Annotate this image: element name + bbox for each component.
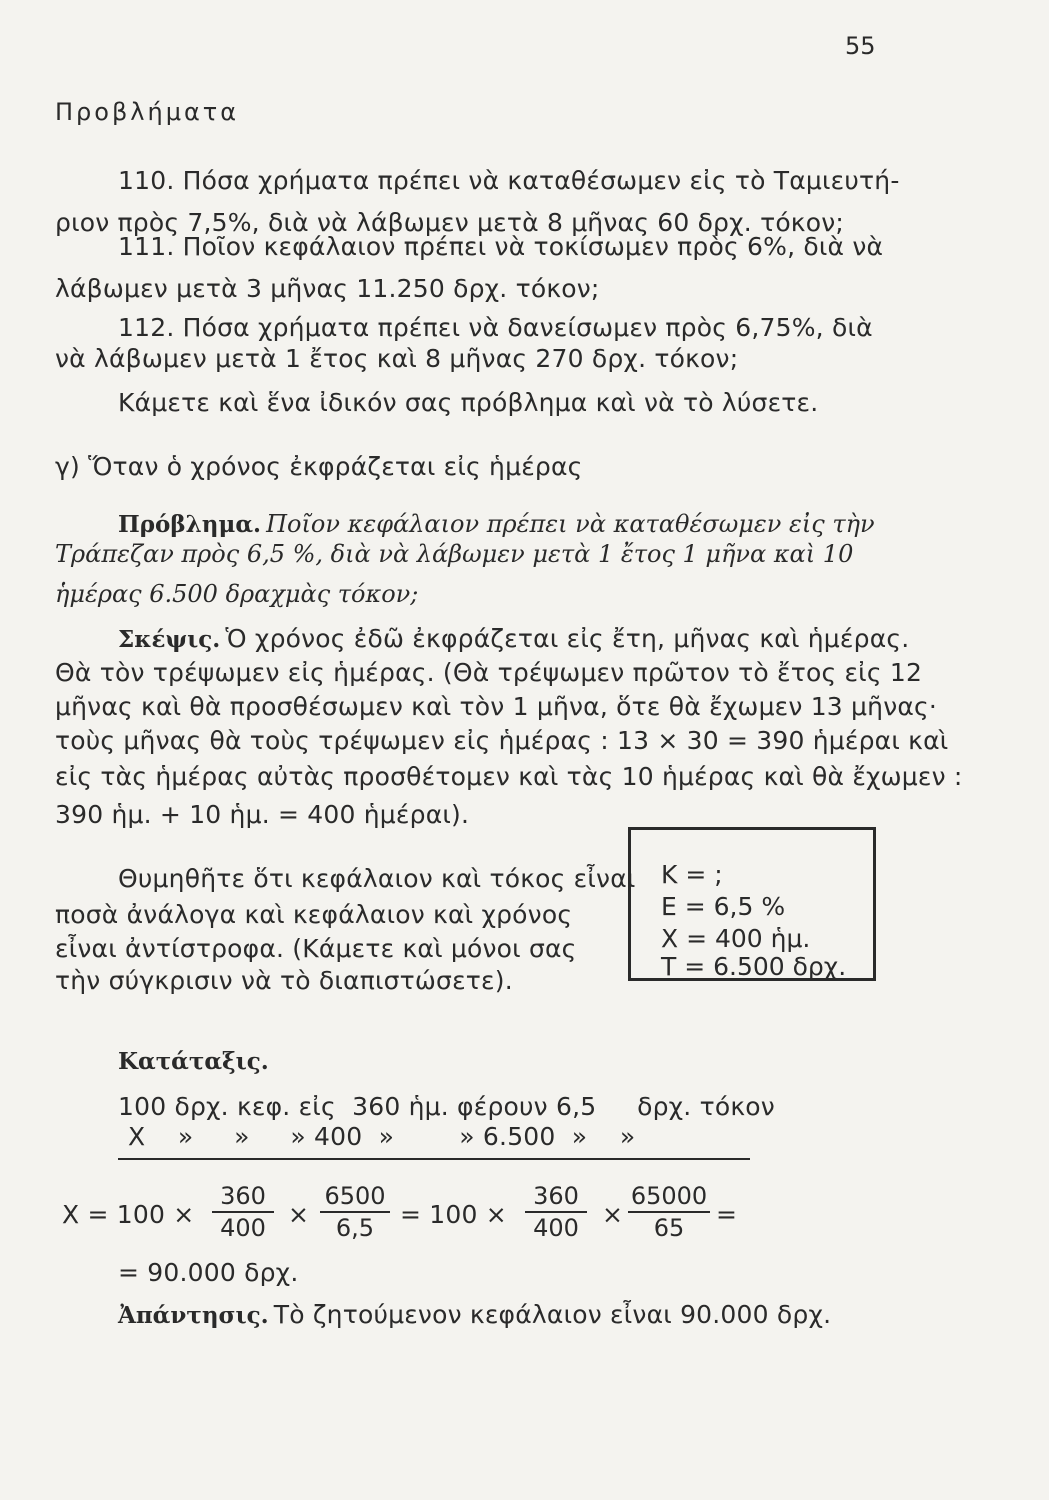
frac1-num: 360 xyxy=(220,1182,266,1210)
box-t: Τ = 6.500 δρχ. xyxy=(661,952,847,981)
arrangement-row2: Χ » » » 400 » » 6.500 » » xyxy=(128,1122,636,1151)
fraction-360-400 xyxy=(212,1182,274,1242)
frac3-den: 400 xyxy=(533,1214,579,1242)
box-e: Ε = 6,5 % xyxy=(661,892,786,921)
problem-text-line2: Τράπεζαν πρὸς 6,5 %, διὰ νὰ λάβωμεν μετὰ 1 ἔτος 1 μῆνα καὶ 10 xyxy=(55,540,854,568)
remember-line4: τὴν σύγκρισιν νὰ τὸ διαπιστώσετε). xyxy=(55,966,513,995)
remember-line3: εἶναι ἀντίστροφα. (Κάμετε καὶ μόνοι σας xyxy=(55,934,577,963)
problem-111-line2: λάβωμεν μετὰ 3 μῆνας 11.250 δρχ. τόκον; xyxy=(55,274,600,303)
frac4-num: 65000 xyxy=(630,1182,708,1210)
problem-110-line1: 110. Πόσα χρήματα πρέπει νὰ καταθέσωμεν εἰς τὸ Ταμιευτή- xyxy=(118,166,900,195)
thinking-line5: εἰς τὰς ἡμέρας αὐτὰς προσθέτομεν καὶ τὰς 10 ἡμέρας καὶ θὰ ἔχωμεν : xyxy=(55,762,963,791)
problem-112-line2: νὰ λάβωμεν μετὰ 1 ἔτος καὶ 8 μῆνας 270 δρχ. τόκον; xyxy=(55,344,739,373)
box-x: Χ = 400 ἡμ. xyxy=(661,924,811,953)
frac2-num: 6500 xyxy=(324,1182,386,1210)
problem-111-line1: 111. Ποῖον κεφάλαιον πρέπει νὰ τοκίσωμεν πρὸς 6%, διὰ νὰ xyxy=(118,232,884,261)
problem-110-line2: ριον πρὸς 7,5%, διὰ νὰ λάβωμεν μετὰ 8 μῆνας 60 δρχ. τόκον; xyxy=(55,208,845,237)
thinking-line4: τοὺς μῆνας θὰ τοὺς τρέψωμεν εἰς ἡμέρας : 13 × 30 = 390 ἡμέραι καὶ xyxy=(55,726,949,755)
remember-line1: Θυμηθῆτε ὅτι κεφάλαιον καὶ τόκος εἶναι xyxy=(118,864,636,893)
eq-mid: = 100 × xyxy=(400,1200,507,1229)
thinking-label: Σκέψις. xyxy=(118,626,221,653)
given-values-box xyxy=(628,827,876,981)
remember-line2: ποσὰ ἀνάλογα καὶ κεφάλαιον καὶ χρόνος xyxy=(55,900,573,929)
fraction-65000-65 xyxy=(628,1182,710,1242)
eq-start: Χ = 100 × xyxy=(62,1200,195,1229)
arrangement-rule xyxy=(118,1158,750,1160)
answer-text: Τὸ ζητούμενον κεφάλαιον εἶναι 90.000 δρχ. xyxy=(273,1300,832,1329)
answer-line xyxy=(118,1300,831,1329)
arrangement-row1: 100 δρχ. κεφ. εἰς 360 ἡμ. φέρουν 6,5 δρχ. τόκον xyxy=(118,1092,775,1121)
thinking-line1 xyxy=(118,624,909,653)
own-problem-text: Κάμετε καὶ ἕνα ἰδικόν σας πρόβλημα καὶ νὰ τὸ λύσετε. xyxy=(118,388,819,417)
problem-block-line1 xyxy=(118,510,875,538)
section-heading: Προβλήματα xyxy=(55,98,240,126)
frac2-bar xyxy=(320,1211,390,1213)
answer-label: Ἀπάντησις. xyxy=(118,1302,269,1329)
frac4-bar xyxy=(628,1211,710,1213)
thinking-text-line1: Ὁ χρόνος ἐδῶ ἐκφράζεται εἰς ἔτη, μῆνας καὶ ἡμέρας. xyxy=(225,624,910,653)
frac1-bar xyxy=(212,1211,274,1213)
eq-result: = 90.000 δρχ. xyxy=(118,1258,299,1287)
fraction-6500-6-5 xyxy=(320,1182,390,1242)
frac3-num: 360 xyxy=(533,1182,579,1210)
section-gamma-heading: γ) Ὅταν ὁ χρόνος ἐκφράζεται εἰς ἡμέρας xyxy=(55,452,583,481)
thinking-line3: μῆνας καὶ θὰ προσθέσωμεν καὶ τὸν 1 μῆνα, ὅτε θὰ ἔχωμεν 13 μῆνας· xyxy=(55,692,938,721)
thinking-line6: 390 ἡμ. + 10 ἡμ. = 400 ἡμέραι). xyxy=(55,800,470,829)
fraction-360-400-b xyxy=(525,1182,587,1242)
problem-text-line3: ἡμέρας 6.500 δραχμὰς τόκον; xyxy=(55,580,419,608)
box-k: Κ = ; xyxy=(661,860,723,889)
frac2-den: 6,5 xyxy=(335,1214,375,1242)
page-number: 55 xyxy=(845,32,876,60)
problem-text-line1: Ποῖον κεφάλαιον πρέπει νὰ καταθέσωμεν εἰς τὴν xyxy=(266,510,875,538)
eq-times2: × xyxy=(602,1200,624,1229)
frac3-bar xyxy=(525,1211,587,1213)
problem-112-line1: 112. Πόσα χρήματα πρέπει νὰ δανείσωμεν πρὸς 6,75%, διὰ xyxy=(118,313,873,342)
problem-label: Πρόβλημα. xyxy=(118,511,262,538)
frac1-den: 400 xyxy=(220,1214,266,1242)
arrangement-label: Κατάταξις. xyxy=(118,1048,269,1075)
eq-times1: × xyxy=(288,1200,310,1229)
thinking-line2: Θὰ τὸν τρέψωμεν εἰς ἡμέρας. (Θὰ τρέψωμεν πρῶτον τὸ ἔτος εἰς 12 xyxy=(55,658,923,687)
eq-end: = xyxy=(716,1200,738,1229)
frac4-den: 65 xyxy=(653,1214,685,1242)
